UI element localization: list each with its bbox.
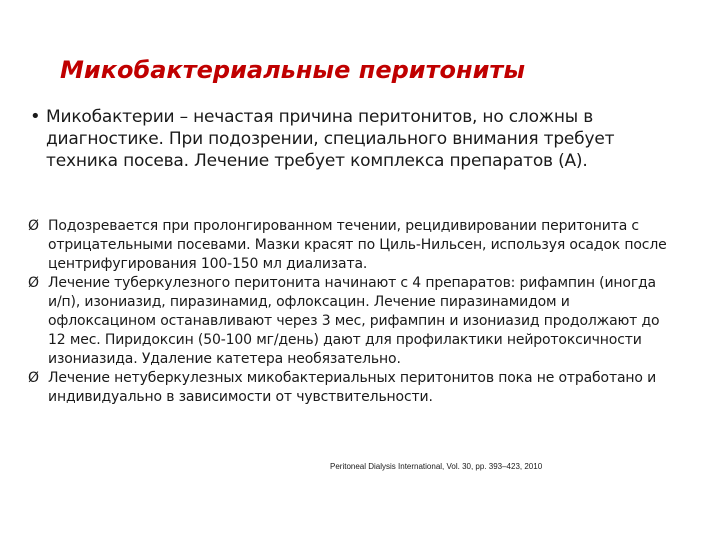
- arrow-bullet-icon: Ø: [28, 218, 40, 234]
- sub-bullet-list: [28, 217, 668, 407]
- sub-bullet-text: Лечение нетуберкулезных микобактериальных перитонитов пока не отработано и индивидуально в зависимости от чувствительности.: [48, 370, 657, 405]
- sub-bullet-text: Подозревается при пролонгированном течении, рецидивировании перитонита с отрицательными посевами. Мазки красят по Циль-Нильсен, используя осадок после центрифугирования 100-150 мл диализата.: [48, 218, 667, 272]
- sub-bullet-item: [28, 274, 668, 369]
- main-bullet: [30, 106, 670, 172]
- sub-bullet-item: [28, 369, 668, 407]
- sub-bullet-item: [28, 217, 668, 274]
- slide-title: Микобактериальные перитониты: [60, 56, 526, 84]
- bullet-dot-icon: •: [30, 106, 41, 127]
- main-bullet-text: Микобактерии – нечастая причина перитонитов, но сложны в диагностике. При подозрении, специального внимания требует техника посева. Лечение требует комплекса препаратов (А).: [46, 107, 615, 171]
- arrow-bullet-icon: Ø: [28, 370, 40, 386]
- citation: Peritoneal Dialysis International, Vol. 30, pp. 393–423, 2010: [330, 462, 543, 471]
- sub-bullet-text: Лечение туберкулезного перитонита начинают с 4 препаратов: рифампин (иногда и/п), изониазид, пиразинамид, офлоксацин. Лечение пиразинамидом и офлоксацином останавливают через 3 мес, рифампин и изониазид продолжают до 12 мес. Пиридоксин (50-100 мг/день) дают для профилактики нейротоксичности изониазида. Удаление катетера необязательно.: [48, 275, 660, 367]
- arrow-bullet-icon: Ø: [28, 275, 40, 291]
